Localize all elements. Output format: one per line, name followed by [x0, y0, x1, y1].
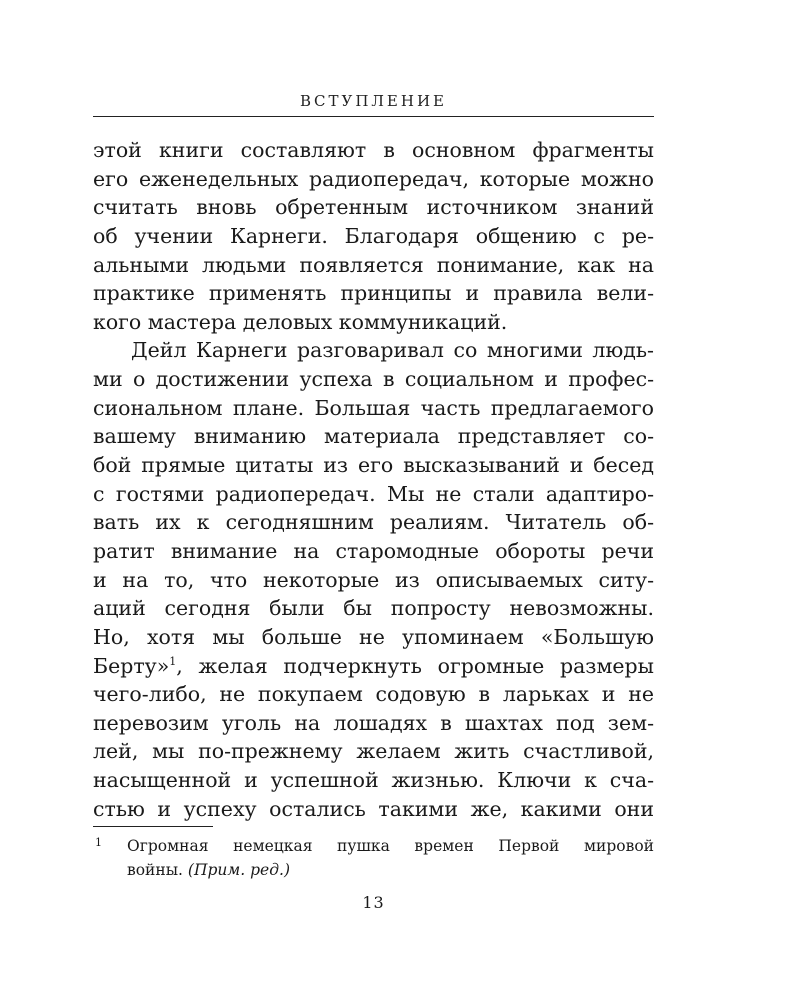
page-number: 13: [362, 893, 385, 912]
running-header: ВСТУПЛЕНИЕ: [299, 92, 447, 110]
text-line: Дейл Карнеги разговаривал со многими людь-: [131, 338, 654, 363]
text-line: сиональном плане. Большая часть предлагаемого: [93, 395, 654, 420]
text-fragment: , желая подчеркнуть огромные размеры: [176, 653, 654, 678]
main-text: [93, 136, 654, 823]
footnote-line: [93, 858, 654, 882]
text-line: практике применять принципы и правила вели-: [93, 281, 654, 306]
text-line: Но, хотя мы больше не упоминаем «Большую: [93, 624, 654, 649]
text-line: об учении Карнеги. Благодаря общению с ре-: [93, 223, 654, 248]
editor-note: (Прим. ред.): [187, 861, 290, 879]
footnote-rule: [93, 826, 213, 827]
text-line: бой прямые цитаты из его высказываний и бесед: [93, 453, 654, 478]
text-line: насыщенной и успешной жизнью. Ключи к сча-: [93, 768, 654, 793]
text-line: лей, мы по-прежнему желаем жить счастливой,: [93, 739, 654, 764]
text-line: этой книги составляют в основном фрагменты: [93, 138, 654, 162]
header-rule: [93, 116, 654, 117]
text-line: вать их к сегодняшним реалиям. Читатель об-: [93, 510, 654, 535]
footnote-line: Огромная немецкая пушка времен Первой мировой: [127, 837, 654, 855]
text-line: стью и успеху остались такими же, какими они: [93, 796, 654, 821]
text-line: ми о достижении успеха в социальном и профес-: [93, 367, 654, 392]
footnote-reference[interactable]: 1: [169, 654, 177, 668]
text-line: альными людьми появляется понимание, как на: [93, 252, 654, 277]
text-line: вашему вниманию материала представляет со-: [93, 424, 654, 449]
text-line: с гостями радиопередач. Мы не стали адаптиро-: [93, 481, 654, 506]
text-line: кого мастера деловых коммуникаций.: [93, 309, 508, 334]
text-line: его еженедельных радиопередач, которые можно: [93, 166, 654, 191]
text-fragment: Берту»: [93, 653, 170, 678]
footnote-mark: 1: [95, 836, 102, 849]
text-line: перевозим уголь на лошадях в шахтах под зем-: [93, 710, 654, 735]
footnote: [93, 834, 654, 882]
footnote-text: войны.: [127, 861, 188, 879]
text-line: и на то, что некоторые из описываемых ситу-: [93, 567, 654, 592]
text-line-with-footnote-ref: [93, 652, 654, 681]
text-line: ратит внимание на старомодные обороты речи: [93, 538, 654, 563]
text-line: считать вновь обретенным источником знаний: [93, 195, 654, 220]
text-line: чего-либо, не покупаем содовую в ларьках и не: [93, 682, 654, 707]
text-line: аций сегодня были бы попросту невозможны.: [93, 596, 654, 621]
